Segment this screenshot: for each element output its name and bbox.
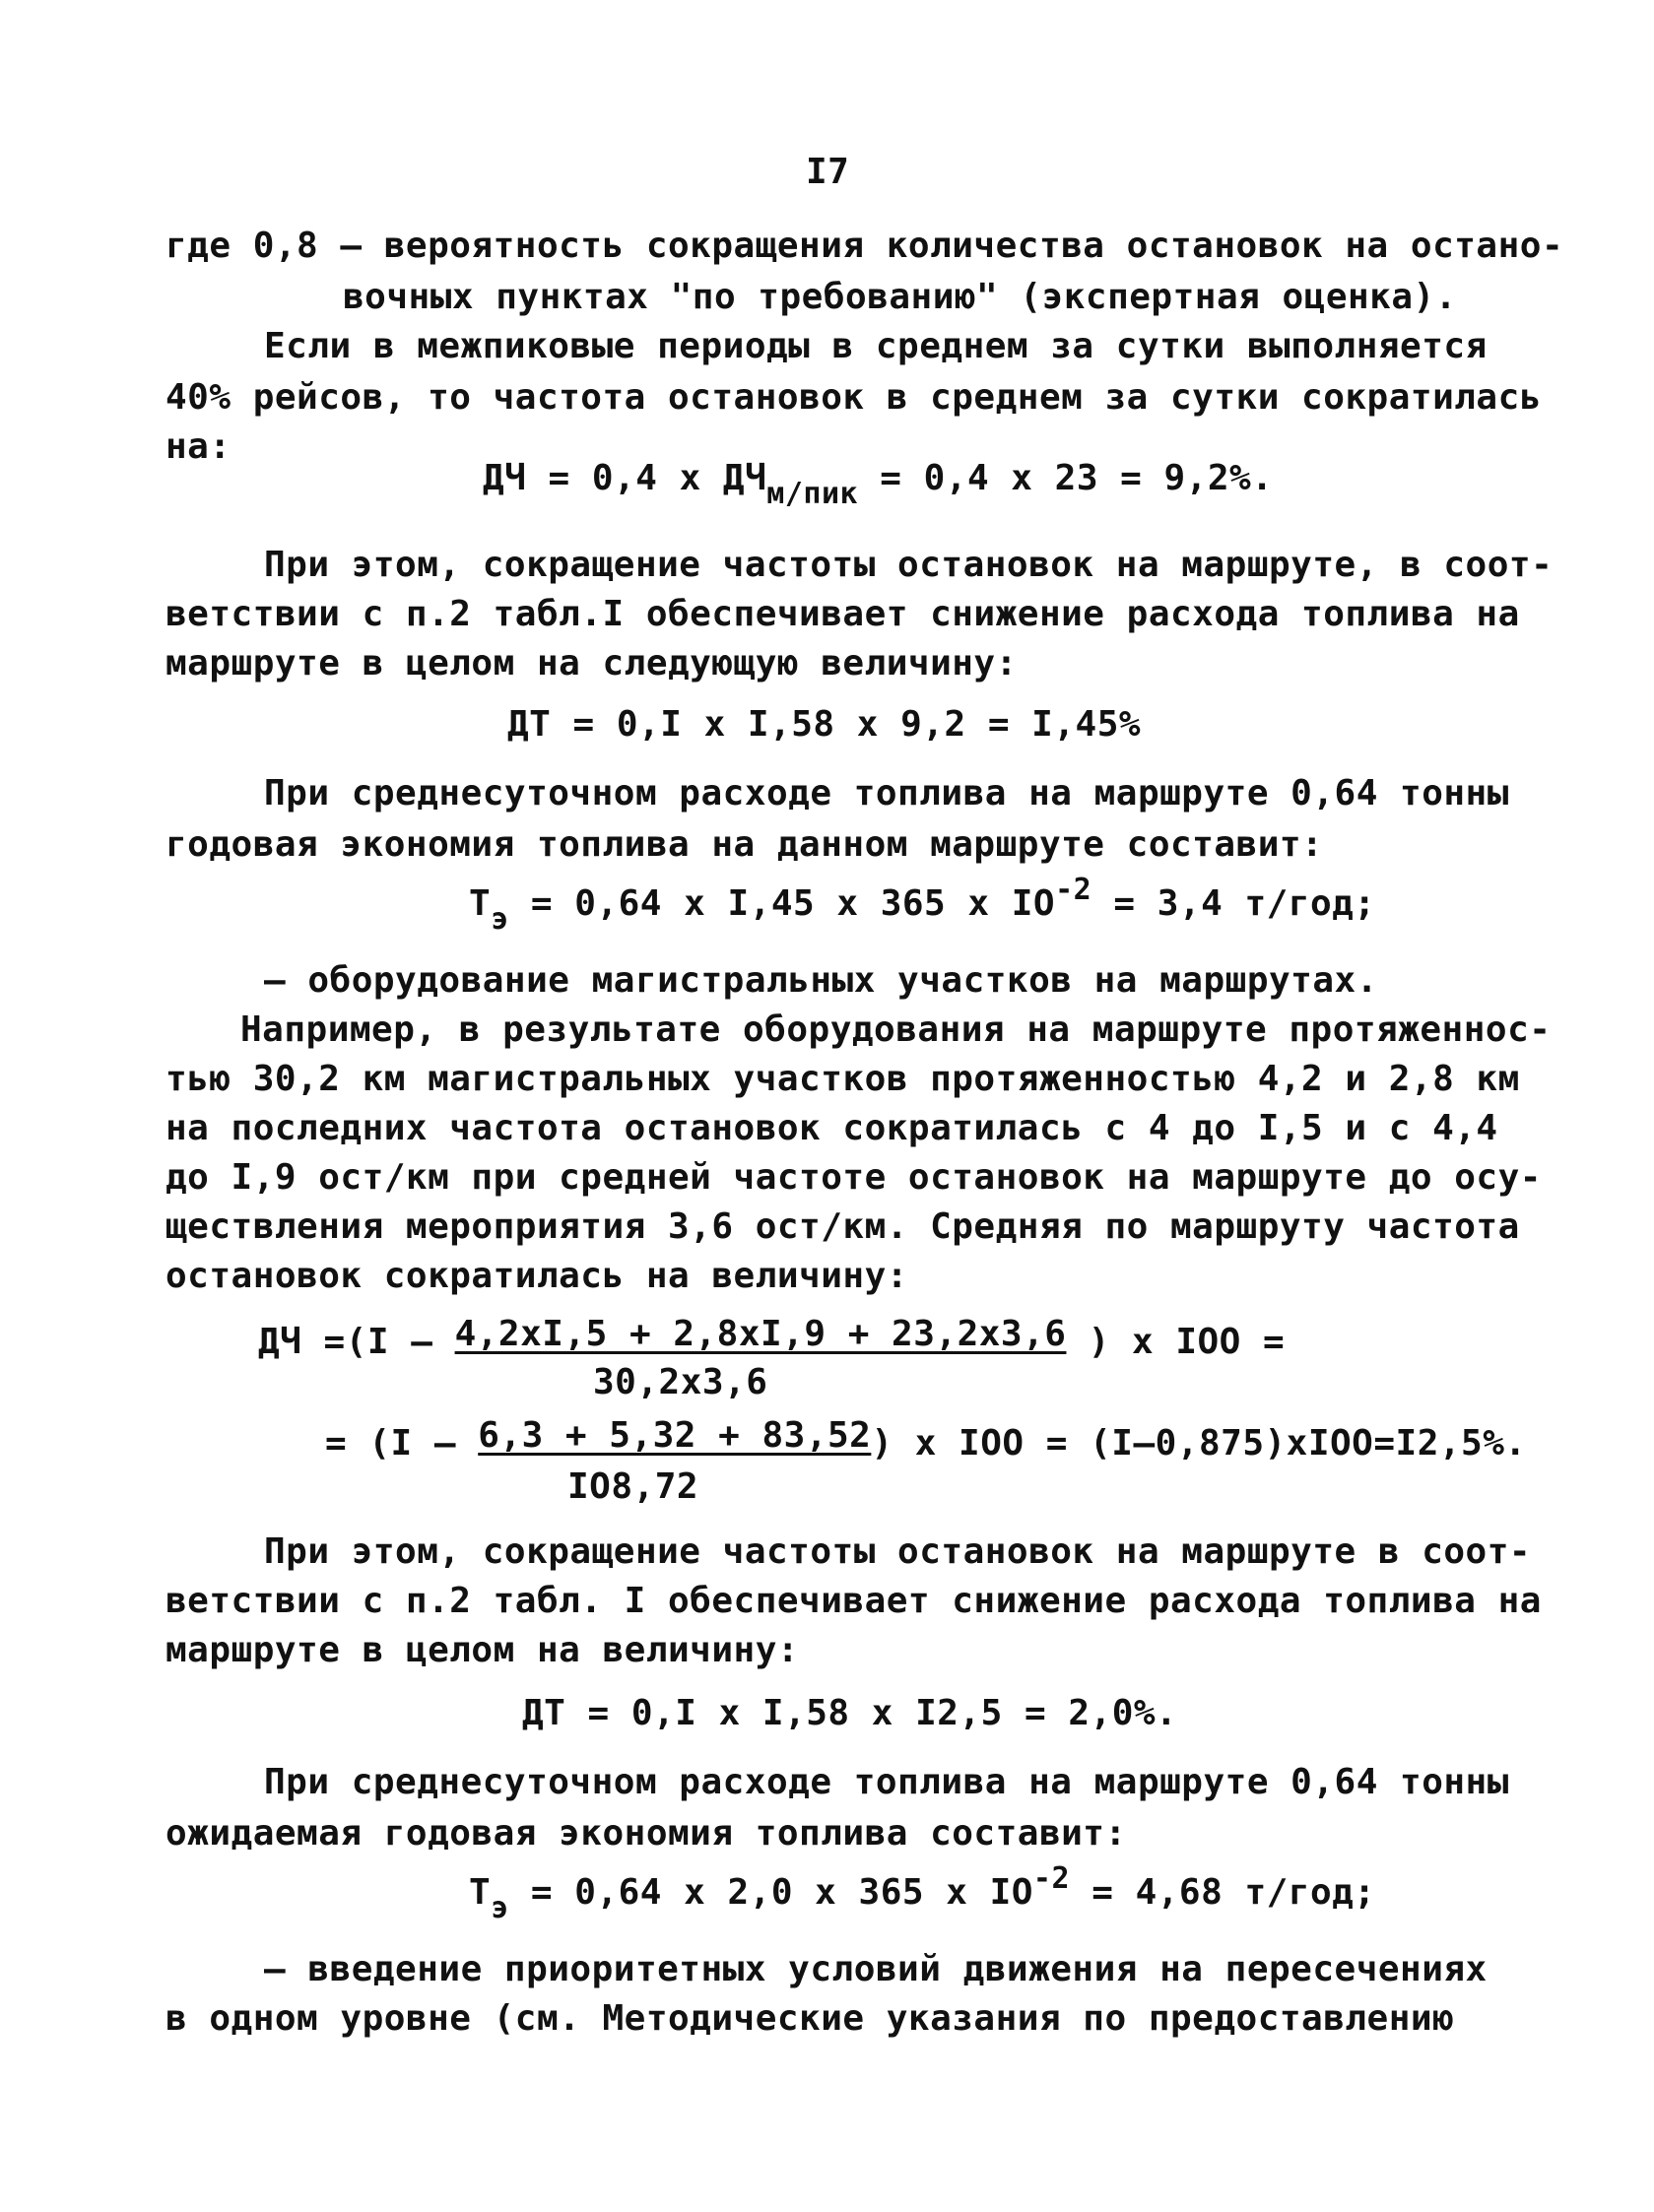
formula-2: ДТ = 0,I x I,58 x 9,2 = I,45%	[507, 704, 1142, 745]
formula-part: ) x IOO =	[1066, 1322, 1286, 1362]
formula-subscript: м/пик	[766, 477, 859, 511]
text-line: на:	[165, 426, 232, 467]
text-line: ществления мероприятия 3,6 ост/км. Средняя по маршруту частота	[165, 1206, 1520, 1247]
text-line: маршруте в целом на следующую величину:	[165, 643, 1018, 683]
formula-5	[325, 1415, 1527, 1464]
formula-7	[469, 1861, 1376, 1925]
formula-part: Т	[469, 883, 492, 924]
formula-part: = (I –	[325, 1423, 479, 1464]
text-line: маршруте в целом на величину:	[165, 1630, 800, 1670]
formula-part: ДЧ =(I –	[258, 1322, 455, 1362]
text-line: в одном уровне (см. Методические указания по предоставлению	[165, 1998, 1455, 2039]
page-number: I7	[806, 152, 850, 192]
formula-4	[258, 1314, 1286, 1362]
text-line: При среднесуточном расходе топлива на маршруте 0,64 тонны	[264, 773, 1509, 813]
formula-part: = 3,4 т/год;	[1092, 883, 1376, 924]
text-line: вочных пунктах "по требованию" (экспертная оценка).	[343, 277, 1457, 317]
text-line: где 0,8 – вероятность сокращения количества остановок на остано-	[165, 226, 1564, 266]
formula-part: = 0,4 x 23 = 9,2%.	[858, 458, 1274, 498]
text-line: – введение приоритетных условий движения на пересечениях	[264, 1949, 1488, 1989]
formula-part: ДЧ = 0,4 x ДЧ	[483, 458, 767, 498]
text-line: При этом, сокращение частоты остановок на маршруте в соот-	[264, 1531, 1532, 1572]
formula-part: = 0,64 x I,45 x 365 x IO	[508, 883, 1056, 924]
text-line: Если в межпиковые периоды в среднем за сутки выполняется	[264, 326, 1488, 366]
text-line: 40% рейсов, то частота остановок в среднем за сутки сократилась	[165, 377, 1542, 418]
formula-superscript: -2	[1055, 873, 1092, 907]
formula-5-denominator: IO8,72	[567, 1466, 699, 1507]
formula-numerator: 4,2xI,5 + 2,8xI,9 + 23,2x3,6	[454, 1314, 1067, 1354]
text-line: – оборудование магистральных участков на маршрутах.	[264, 960, 1378, 1001]
text-line: тью 30,2 км магистральных участков протяженностью 4,2 и 2,8 км	[165, 1059, 1520, 1099]
formula-4-denominator: 30,2x3,6	[593, 1362, 768, 1402]
text-line: до I,9 ост/км при средней частоте остановок на маршруте до осу-	[165, 1157, 1542, 1198]
formula-3	[469, 873, 1376, 937]
formula-part: = 0,64 x 2,0 x 365 x IO	[508, 1872, 1033, 1913]
formula-subscript: э	[491, 1891, 509, 1925]
text-line: При этом, сокращение частоты остановок на маршруте, в соот-	[264, 545, 1554, 585]
formula-numerator: 6,3 + 5,32 + 83,52	[478, 1415, 872, 1456]
text-line: При среднесуточном расходе топлива на маршруте 0,64 тонны	[264, 1762, 1509, 1802]
formula-part: Т	[469, 1872, 492, 1913]
text-line: ветствии с п.2 табл.I обеспечивает снижение расхода топлива на	[165, 594, 1520, 634]
text-line: годовая экономия топлива на данном маршруте составит:	[165, 824, 1324, 865]
formula-6: ДТ = 0,I x I,58 x I2,5 = 2,0%.	[522, 1693, 1178, 1733]
text-line: остановок сократилась на величину:	[165, 1256, 908, 1296]
formula-subscript: э	[491, 902, 509, 937]
formula-1	[483, 458, 1274, 511]
formula-part: ) x IOO = (I–0,875)xIOO=I2,5%.	[871, 1423, 1527, 1464]
formula-part: = 4,68 т/год;	[1070, 1872, 1376, 1913]
text-line: ветствии с п.2 табл. I обеспечивает снижение расхода топлива на	[165, 1581, 1542, 1621]
text-line: на последних частота остановок сократилась с 4 до I,5 и с 4,4	[165, 1108, 1498, 1148]
text-line: Например, в результате оборудования на маршруте протяженнос-	[240, 1009, 1552, 1050]
text-line: ожидаемая годовая экономия топлива составит:	[165, 1813, 1127, 1854]
formula-superscript: -2	[1032, 1861, 1071, 1896]
